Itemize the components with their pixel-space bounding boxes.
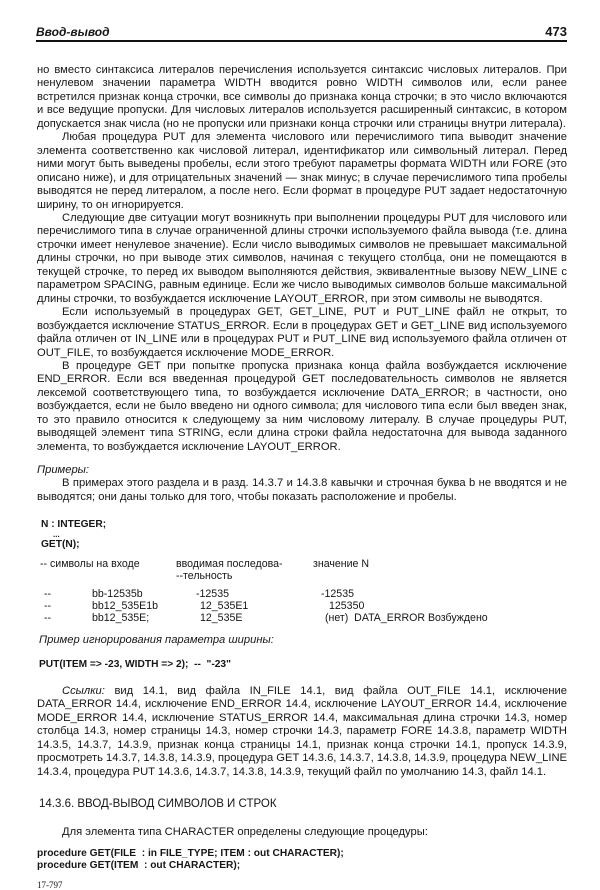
table-header-cont <box>40 570 570 582</box>
references-label: Ссылки: <box>62 685 105 697</box>
width-example-heading: Пример игнорирования параметра ширины: <box>39 634 274 646</box>
header-rule <box>36 40 567 42</box>
table-header-cell: -- символы на входе <box>40 558 140 570</box>
paragraph: Любая процедура PUT для элемента числового или перечислимого типа выводит значение элемента соответственно как числовой литерал, идентификатор или символьный литерал. Перед ними могут быть выведены пробелы, если этого требуют параметры формата WIDTH или FORE (это описано ниже), и для отрицательных значений — знак минус; в случае перечислимого типа пробелы выводятся не перед литералом, а после него. Если формат в процедуре PUT задает недостаточную ширину, то он игнорируется. <box>37 131 567 211</box>
page-number: 473 <box>545 24 567 39</box>
table-row <box>40 612 570 624</box>
table-cell: -- <box>44 612 52 624</box>
paragraph: но вместо синтаксиса литералов перечисления используется синтаксис числовых литералов. При ненулевом значении параметра WIDTH вводится ровно WIDTH символов или, если ранее встретился признак конца строчки, все символы до признака конца строчки; в это число включаются и все ведущие пропуски. Для числовых литералов используется расширенный синтаксис, в котором допускается знак числа (но не пропуски или признаки конца строчки или страницы внутри литерала). <box>37 64 567 130</box>
code-text: GET(ITEM : out CHARACTER); <box>86 860 241 871</box>
table-header-cell: вводимая последова- <box>176 558 283 570</box>
examples-intro: В примерах этого раздела и в разд. 14.3.7 и 14.3.8 кавычки и строчная буква b не вводятся и не выводятся; они даны только для того, чтобы показать расположение и пробелы. <box>37 477 567 503</box>
code-line <box>37 860 567 872</box>
code-ellipsis: ... <box>53 530 60 539</box>
code-line: N : INTEGER; <box>41 519 107 530</box>
paragraph: Следующие две ситуации могут возникнуть при выполнении процедуры PUT для числового или перечислимого типа в случае ограниченной длины строчки используемого файла вывода (т.е. длина строчки имеет ненулевое значение). Если число выводимых символов не превышает максимальной длины строчки, но при выводе этих символов, начиная с текущего столбца, они не помещаются в текущей строчке, то перед их выводом выполняются действия, эквивалентные вызову NEW_LINE с параметром SPACING, равным единице. Если же число выводимых символов больше максимальной длины строчки, то возбуждается исключение LAYOUT_ERROR, при этом символы не выводятся. <box>37 211 567 305</box>
width-example <box>39 634 569 671</box>
paragraph: В процедуре GET при попытке пропуска признака конца файла возбуждается исключение END_ERROR. Если вся введенная процедурой GET последовательность символов не является лексемой соответствующего типа, то возбуждается исключение DATA_ERROR; в частности, оно возбуждается, если не было введено ни одного символа; для числового типа если был введен знак, то это правило относится к следующему за ним числовому литералу. В случае процедуры PUT, выводящей элемент типа STRING, если длина строки файла недостаточна для вывода заданного элемента, то возбуждается исключение LAYOUT_ERROR. <box>37 359 567 453</box>
table-header <box>40 558 570 570</box>
table-cell: -12535 <box>321 588 354 600</box>
table-cell: -- <box>44 600 52 612</box>
section-heading: 14.3.6. ВВОД-ВЫВОД СИМВОЛОВ И СТРОК <box>39 798 277 810</box>
body-text <box>37 64 567 454</box>
references <box>37 685 567 779</box>
references-text: вид 14.1, вид файла IN_FILE 14.1, вид файла OUT_FILE 14.1, исключение DATA_ERROR 14.4, исключение END_ERROR 14.4, исключение LAYOUT_ERROR 14.4, исключение MODE_ERROR 14.4, исключение STATUS_ERROR 14.4, максимальная длина строчки 14.3, номер столбца 14.3, номер страницы 14.3, номер строчки 14.3, параметр FORE 14.3.8, параметр WIDTH 14.3.5, 14.3.7, 14.3.9, признак конца страницы 14.1, признак конца строчки 14.1, пропуск 14.3.9, просмотреть 14.3.7, 14.3.8, 14.3.9, процедура GET 14.3.6, 14.3.7, 14.3.8, 14.3.9, процедура NEW_LINE 14.3.4, процедура PUT 14.3.6, 14.3.7, 14.3.8, 14.3.9, текущий файл по умолчанию 14.3, файл 14.1. <box>37 685 567 778</box>
code-line: GET(N); <box>41 539 80 550</box>
running-header-title: Ввод-вывод <box>36 25 110 39</box>
code-line <box>37 848 567 860</box>
code-example <box>41 519 571 551</box>
examples <box>37 464 567 504</box>
table-row <box>40 588 570 600</box>
example-table <box>40 558 570 624</box>
table-cell: 12_535E1 <box>200 600 249 612</box>
code-text: GET(FILE : in FILE_TYPE; ITEM : out CHARACTER); <box>86 848 344 859</box>
table-header-cell: значение N <box>313 558 370 570</box>
table-cell: (нет) DATA_ERROR Возбуждено <box>325 612 488 624</box>
code-keyword: procedure <box>37 860 87 871</box>
examples-heading: Примеры: <box>37 464 90 476</box>
section-intro-block <box>37 826 567 839</box>
table-cell: bb-12535b <box>92 588 143 600</box>
table-header-cell: --тельность <box>176 570 233 582</box>
code-keyword: procedure <box>37 848 87 859</box>
table-cell: 125350 <box>329 600 365 612</box>
procedure-declarations <box>37 848 567 872</box>
table-cell: -- <box>44 588 52 600</box>
table-cell: -12535 <box>196 588 229 600</box>
printer-signature: 17-797 <box>37 880 63 890</box>
width-example-code: PUT(ITEM => -23, WIDTH => 2); -- "-23" <box>39 659 231 671</box>
paragraph: Если используемый в процедурах GET, GET_LINE, PUT и PUT_LINE файл не открыт, то возбуждается исключение STATUS_ERROR. Если в процедурах GET и GET_LINE вид используемого файла отличен от IN_LINE или в процедурах PUT и PUT_LINE вид используемого файла отличен от OUT_FILE, то возбуждается исключение MODE_ERROR. <box>37 306 567 359</box>
table-cell: 12_535E <box>200 612 243 624</box>
table-cell: bb12_535E; <box>92 612 150 624</box>
section-intro: Для элемента типа CHARACTER определены следующие процедуры: <box>62 826 428 838</box>
table-row <box>40 600 570 612</box>
table-cell: bb12_535E1b <box>92 600 158 612</box>
